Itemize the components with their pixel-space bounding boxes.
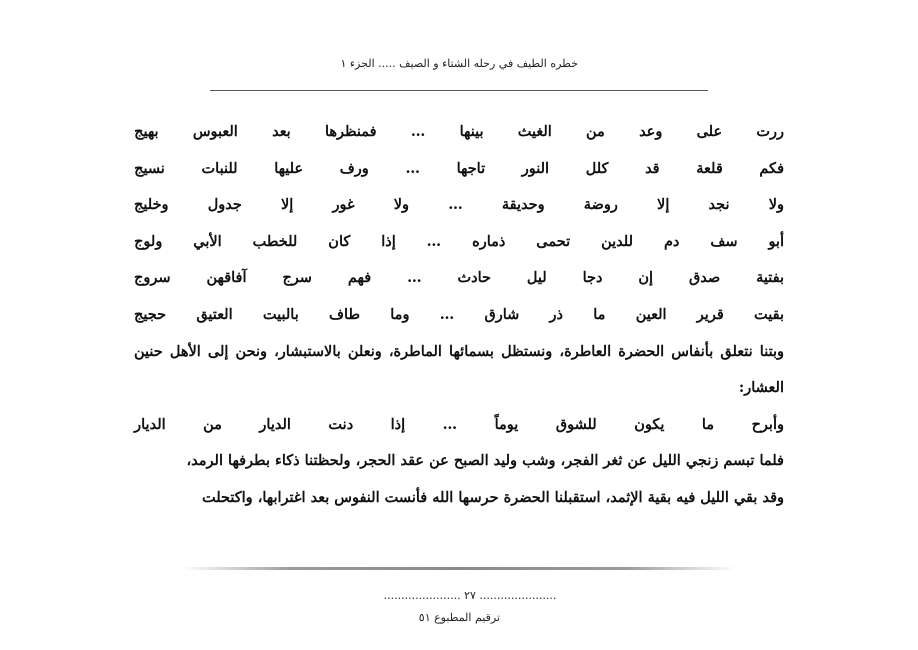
verse-word: الأبي — [193, 232, 222, 250]
verse-word: حادث — [457, 269, 491, 287]
verse-line — [134, 224, 784, 261]
verse-word: سروج — [134, 269, 171, 287]
verse-word: بالبيت — [262, 305, 299, 323]
verse-word: إلا — [281, 196, 294, 214]
verse-line — [134, 114, 784, 151]
page-number: ...................... ٢٧ ...................... — [383, 589, 557, 602]
verse-word: ولوج — [134, 232, 163, 250]
verse-word: قلعة — [696, 159, 723, 177]
verse-word: بقيت — [754, 305, 784, 323]
header-rule — [210, 90, 708, 91]
verse-word: وخليج — [134, 196, 169, 214]
verse-word: العتيق — [196, 305, 233, 323]
prose-line: وقد بقي الليل فيه بقية الإثمد، استقبلنا الحضرة حرسها الله فأنست النفوس بعد اغترابها، واكتحلت — [201, 488, 784, 506]
verse-word: للخطب — [252, 232, 298, 250]
verse-word: الغيث — [517, 123, 552, 140]
verse-word: آفاقهن — [206, 269, 247, 287]
body-text — [134, 114, 784, 517]
verse-line — [134, 407, 784, 444]
verse-word: بينها — [459, 123, 484, 140]
verse-word: … — [426, 232, 442, 250]
verse-word: فكم — [759, 159, 784, 177]
verse-word: ليل — [526, 269, 547, 287]
verse-word: ولا — [768, 196, 784, 214]
verse-word: يوماً — [494, 415, 519, 433]
print-page-number: ترقيم المطبوع ٥١ — [418, 611, 500, 624]
prose-line: وبتنا نتعلق بأنفاس الحضرة العاطرة، ونستظل بسمائها الماطرة، ونعلن بالاستبشار، ونحن إلى الأهل حنين — [134, 342, 784, 360]
verse-word: العين — [635, 305, 667, 323]
verse-word: شارق — [484, 305, 520, 323]
verse-word: طاف — [329, 305, 361, 323]
verse-word: يكون — [634, 415, 665, 433]
verse-word: وعد — [639, 123, 663, 140]
verse-word: للدين — [601, 232, 634, 250]
verse-word: كلل — [585, 159, 609, 177]
verse-word: النور — [521, 159, 550, 177]
verse-word: وما — [390, 305, 410, 323]
verse-word: إن — [638, 269, 654, 287]
verse-word: للشوق — [555, 415, 597, 433]
verse-word: تحمى — [536, 232, 571, 250]
footer-rule — [182, 567, 736, 570]
running-header: خطره الطيف في رحله الشتاء و الصيف ..... الجزء ١ — [340, 57, 578, 70]
verse-word: تاجها — [456, 159, 486, 177]
verse-word: ررت — [756, 123, 784, 140]
verse-word: على — [696, 123, 723, 140]
verse-word: كان — [328, 232, 351, 250]
verse-word: عليها — [274, 159, 304, 177]
verse-word: سف — [710, 232, 738, 250]
verse-line — [134, 260, 784, 297]
verse-word: إذا — [381, 232, 396, 250]
verse-word: ورف — [339, 159, 369, 177]
verse-line — [134, 297, 784, 334]
verse-word: … — [410, 123, 426, 140]
prose-line: فلما تبسم زنجي الليل عن ثغر الفجر، وشب وليد الصبح عن عقد الحجر، ولحظتنا ذكاء بطرفها الرمد، — [186, 452, 784, 470]
verse-word: ما — [593, 305, 606, 323]
verse-word: دجا — [582, 269, 603, 287]
verse-word: … — [405, 159, 420, 177]
verse-word: إذا — [390, 415, 406, 433]
verse-word: ما — [701, 415, 715, 433]
verse-word: سرج — [282, 269, 312, 287]
verse-word: العبوس — [192, 123, 238, 140]
verse-word: فمنظرها — [324, 123, 377, 140]
verse-word: للنبات — [201, 159, 238, 177]
verse-line — [134, 151, 784, 188]
verse-word: إلا — [657, 196, 670, 214]
prose-line: العشار: — [738, 379, 784, 397]
verse-word: أبو — [768, 232, 784, 250]
verse-word: دنت — [328, 415, 354, 433]
verse-word: … — [442, 415, 458, 433]
verse-word: الديار — [259, 415, 291, 433]
verse-word: الديار — [134, 415, 166, 433]
verse-word: صدق — [688, 269, 721, 287]
verse-word: … — [448, 196, 463, 214]
verse-word: جدول — [207, 196, 242, 214]
verse-word: نجد — [708, 196, 730, 214]
verse-line — [134, 187, 784, 224]
verse-word: قرير — [696, 305, 724, 323]
verse-word: ولا — [393, 196, 410, 214]
verse-word: وأبرح — [751, 415, 784, 433]
verse-word: … — [407, 269, 422, 287]
verse-word: من — [203, 415, 222, 433]
verse-word: ذر — [549, 305, 563, 323]
verse-word: بهيج — [134, 123, 159, 140]
verse-word: وحديقة — [501, 196, 545, 214]
verse-word: قد — [645, 159, 660, 177]
verse-word: روضة — [583, 196, 618, 214]
verse-word: فهم — [347, 269, 372, 287]
verse-word: من — [586, 123, 605, 140]
verse-word: ذماره — [472, 232, 506, 250]
verse-word: دم — [663, 232, 680, 250]
verse-word: بعد — [272, 123, 291, 140]
verse-word: بفتية — [756, 269, 784, 287]
verse-word: حجيج — [134, 305, 167, 323]
verse-word: غور — [332, 196, 355, 214]
verse-word: نسيج — [134, 159, 165, 177]
verse-word: … — [439, 305, 455, 323]
